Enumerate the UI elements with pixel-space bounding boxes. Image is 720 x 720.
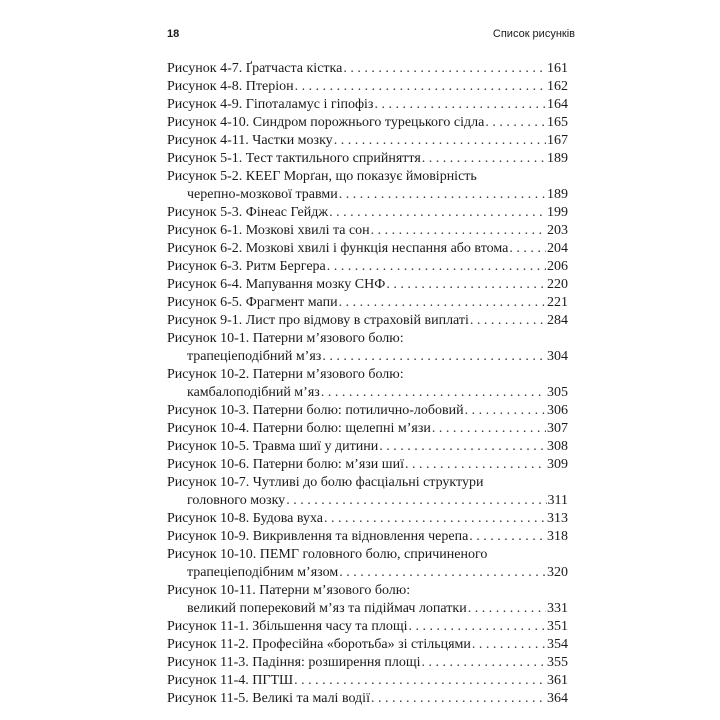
toc-entry — [167, 276, 568, 294]
toc-entry-title: великий поперековий м’яз та підіймач лопатки — [187, 601, 467, 616]
toc-entry-continuation — [167, 348, 568, 366]
dot-leader — [321, 384, 546, 402]
list-of-figures — [167, 60, 568, 708]
toc-entry — [167, 258, 568, 276]
toc-entry-title: Рисунок 6-2. Мозкові хвилі і функція неспання або втома — [167, 241, 509, 256]
toc-entry-line — [167, 690, 568, 708]
toc-entry-title: Рисунок 10-4. Патерни болю: щелепні м’язи — [167, 421, 431, 436]
toc-entry-line — [167, 438, 568, 456]
toc-entry-title: Рисунок 4-11. Частки мозку — [167, 133, 333, 148]
toc-entry-page: 221 — [547, 295, 568, 310]
toc-entry-title: Рисунок 5-2. КЕЕГ Морґан, що показує ймовірність — [167, 169, 477, 184]
toc-entry-page: 284 — [547, 313, 568, 328]
toc-entry — [167, 222, 568, 240]
toc-entry-title: Рисунок 4-10. Синдром порожнього турецького сідла — [167, 115, 485, 130]
toc-entry-page: 189 — [547, 151, 568, 166]
toc-entry-line — [167, 168, 568, 186]
toc-entry-title: головного мозку — [187, 493, 286, 508]
toc-entry — [167, 402, 568, 420]
toc-entry — [167, 456, 568, 474]
page-header — [167, 28, 575, 40]
toc-entry-page: 199 — [547, 205, 568, 220]
dot-leader — [379, 438, 546, 456]
toc-entry-line — [167, 114, 568, 132]
toc-entry — [167, 168, 568, 204]
toc-entry-title: Рисунок 4-8. Птеріон — [167, 79, 294, 94]
toc-entry-page: 355 — [547, 655, 568, 670]
toc-entry-title: Рисунок 10-3. Патерни болю: потилично-лобовий — [167, 403, 464, 418]
toc-entry-line — [167, 96, 568, 114]
toc-entry-line — [167, 618, 568, 636]
toc-entry — [167, 672, 568, 690]
toc-entry — [167, 420, 568, 438]
dot-leader — [469, 528, 546, 546]
dot-leader — [339, 564, 546, 582]
toc-entry-continuation — [167, 492, 568, 510]
dot-leader — [371, 222, 546, 240]
dot-leader — [329, 204, 546, 222]
toc-entry-page: 354 — [547, 637, 568, 652]
toc-entry — [167, 330, 568, 366]
dot-leader — [371, 690, 546, 708]
toc-entry-line — [167, 204, 568, 222]
dot-leader — [465, 402, 546, 420]
toc-entry-continuation — [167, 564, 568, 582]
toc-entry-page: 220 — [547, 277, 568, 292]
dot-leader — [472, 636, 546, 654]
toc-entry-title: Рисунок 11-5. Великі та малі водії — [167, 691, 370, 706]
toc-entry-title: Рисунок 4-7. Ґратчаста кістка — [167, 61, 343, 76]
toc-entry-line — [167, 222, 568, 240]
dot-leader — [468, 600, 546, 618]
toc-entry-title: Рисунок 4-9. Гіпоталамус і гіпофіз — [167, 97, 374, 112]
toc-entry-line — [167, 294, 568, 312]
toc-entry-title: Рисунок 11-1. Збільшення часу та площі — [167, 619, 408, 634]
toc-entry-line — [167, 78, 568, 96]
toc-entry — [167, 150, 568, 168]
toc-entry-title: Рисунок 10-7. Чутливі до болю фасціальні структури — [167, 475, 484, 490]
toc-entry-page: 204 — [547, 241, 568, 256]
toc-entry — [167, 690, 568, 708]
toc-entry-title: Рисунок 11-2. Професійна «боротьба» зі стільцями — [167, 637, 471, 652]
toc-entry-line — [167, 636, 568, 654]
toc-entry-title: Рисунок 11-4. ПГТШ — [167, 673, 294, 688]
toc-entry-page: 320 — [547, 565, 568, 580]
toc-entry-line — [167, 654, 568, 672]
toc-entry-title: Рисунок 10-8. Будова вуха — [167, 511, 323, 526]
dot-leader — [343, 60, 546, 78]
toc-entry — [167, 636, 568, 654]
toc-entry-line — [167, 330, 568, 348]
toc-entry-page: 161 — [547, 61, 568, 76]
dot-leader — [294, 672, 546, 690]
toc-entry — [167, 438, 568, 456]
toc-entry-page: 307 — [547, 421, 568, 436]
toc-entry-page: 167 — [547, 133, 568, 148]
toc-entry-page: 304 — [547, 349, 568, 364]
toc-entry-page: 305 — [547, 385, 568, 400]
dot-leader — [470, 312, 546, 330]
dot-leader — [334, 132, 546, 150]
toc-entry-page: 203 — [547, 223, 568, 238]
toc-entry — [167, 582, 568, 618]
toc-entry — [167, 204, 568, 222]
toc-entry-line — [167, 276, 568, 294]
toc-entry-continuation — [167, 600, 568, 618]
toc-entry-page: 313 — [547, 511, 568, 526]
toc-entry — [167, 294, 568, 312]
toc-entry — [167, 312, 568, 330]
dot-leader — [339, 294, 546, 312]
toc-entry-line — [167, 456, 568, 474]
toc-entry-continuation — [167, 186, 568, 204]
toc-entry-title: трапеціеподібним м’язом — [187, 565, 339, 580]
toc-entry-page: 361 — [547, 673, 568, 688]
toc-entry — [167, 114, 568, 132]
toc-entry — [167, 510, 568, 528]
toc-entry — [167, 78, 568, 96]
dot-leader — [339, 186, 546, 204]
dot-leader — [322, 348, 546, 366]
toc-entry-continuation — [167, 384, 568, 402]
toc-entry-page: 318 — [547, 529, 568, 544]
toc-entry-line — [167, 150, 568, 168]
page-number: 18 — [167, 28, 180, 40]
toc-entry-title: Рисунок 10-10. ПЕМГ головного болю, спричиненого — [167, 547, 488, 562]
toc-entry — [167, 654, 568, 672]
dot-leader — [432, 420, 546, 438]
toc-entry-line — [167, 312, 568, 330]
toc-entry — [167, 546, 568, 582]
toc-entry-title: Рисунок 10-6. Патерни болю: м’язи шиї — [167, 457, 404, 472]
dot-leader — [286, 492, 546, 510]
toc-entry-line — [167, 366, 568, 384]
toc-entry-line — [167, 582, 568, 600]
dot-leader — [422, 150, 546, 168]
toc-entry-title: Рисунок 6-4. Мапування мозку СНФ — [167, 277, 386, 292]
toc-entry-page: 364 — [547, 691, 568, 706]
toc-entry-page: 165 — [547, 115, 568, 130]
toc-entry-title: Рисунок 10-11. Патерни м’язового болю: — [167, 583, 411, 598]
toc-entry — [167, 528, 568, 546]
toc-entry — [167, 240, 568, 258]
toc-entry — [167, 618, 568, 636]
dot-leader — [324, 510, 546, 528]
toc-entry — [167, 474, 568, 510]
dot-leader — [374, 96, 546, 114]
dot-leader — [409, 618, 547, 636]
dot-leader — [509, 240, 546, 258]
toc-entry-title: камбалоподібний м’яз — [187, 385, 320, 400]
toc-entry-title: трапеціеподібний м’яз — [187, 349, 322, 364]
toc-entry-line — [167, 258, 568, 276]
dot-leader — [386, 276, 546, 294]
toc-entry-line — [167, 240, 568, 258]
toc-entry-line — [167, 672, 568, 690]
toc-entry-page: 311 — [547, 493, 568, 508]
toc-entry-line — [167, 60, 568, 78]
toc-entry-line — [167, 546, 568, 564]
toc-entry-title: Рисунок 5-1. Тест тактильного сприйняття — [167, 151, 421, 166]
toc-entry-title: Рисунок 5-3. Фінеас Гейдж — [167, 205, 329, 220]
toc-entry-page: 308 — [547, 439, 568, 454]
toc-entry-page: 351 — [547, 619, 568, 634]
toc-entry — [167, 96, 568, 114]
toc-entry-title: Рисунок 6-5. Фрагмент мапи — [167, 295, 338, 310]
toc-entry-page: 331 — [547, 601, 568, 616]
toc-entry — [167, 60, 568, 78]
toc-entry-title: Рисунок 6-1. Мозкові хвилі та сон — [167, 223, 370, 238]
toc-entry-title: Рисунок 6-3. Ритм Бергера — [167, 259, 326, 274]
dot-leader — [295, 78, 546, 96]
toc-entry-page: 189 — [547, 187, 568, 202]
toc-entry-line — [167, 474, 568, 492]
toc-entry-title: Рисунок 10-5. Травма шиї у дитини — [167, 439, 379, 454]
toc-entry-title: Рисунок 10-1. Патерни м’язового болю: — [167, 331, 404, 346]
running-title: Список рисунків — [492, 28, 575, 40]
toc-entry-title: черепно-мозкової травми — [187, 187, 338, 202]
toc-entry-line — [167, 420, 568, 438]
toc-entry-title: Рисунок 11-3. Падіння: розширення площі — [167, 655, 421, 670]
toc-entry-page: 164 — [547, 97, 568, 112]
toc-entry — [167, 366, 568, 402]
toc-entry-page: 306 — [547, 403, 568, 418]
toc-entry-line — [167, 132, 568, 150]
toc-entry-title: Рисунок 10-2. Патерни м’язового болю: — [167, 367, 404, 382]
dot-leader — [421, 654, 546, 672]
dot-leader — [405, 456, 546, 474]
toc-entry-title: Рисунок 10-9. Викривлення та відновлення черепа — [167, 529, 469, 544]
toc-entry-page: 162 — [547, 79, 568, 94]
toc-entry-line — [167, 510, 568, 528]
dot-leader — [485, 114, 546, 132]
toc-entry — [167, 132, 568, 150]
dot-leader — [327, 258, 546, 276]
toc-entry-line — [167, 402, 568, 420]
toc-entry-page: 206 — [547, 259, 568, 274]
toc-entry-page: 309 — [547, 457, 568, 472]
toc-entry-title: Рисунок 9-1. Лист про відмову в страховій виплаті — [167, 313, 469, 328]
toc-entry-line — [167, 528, 568, 546]
